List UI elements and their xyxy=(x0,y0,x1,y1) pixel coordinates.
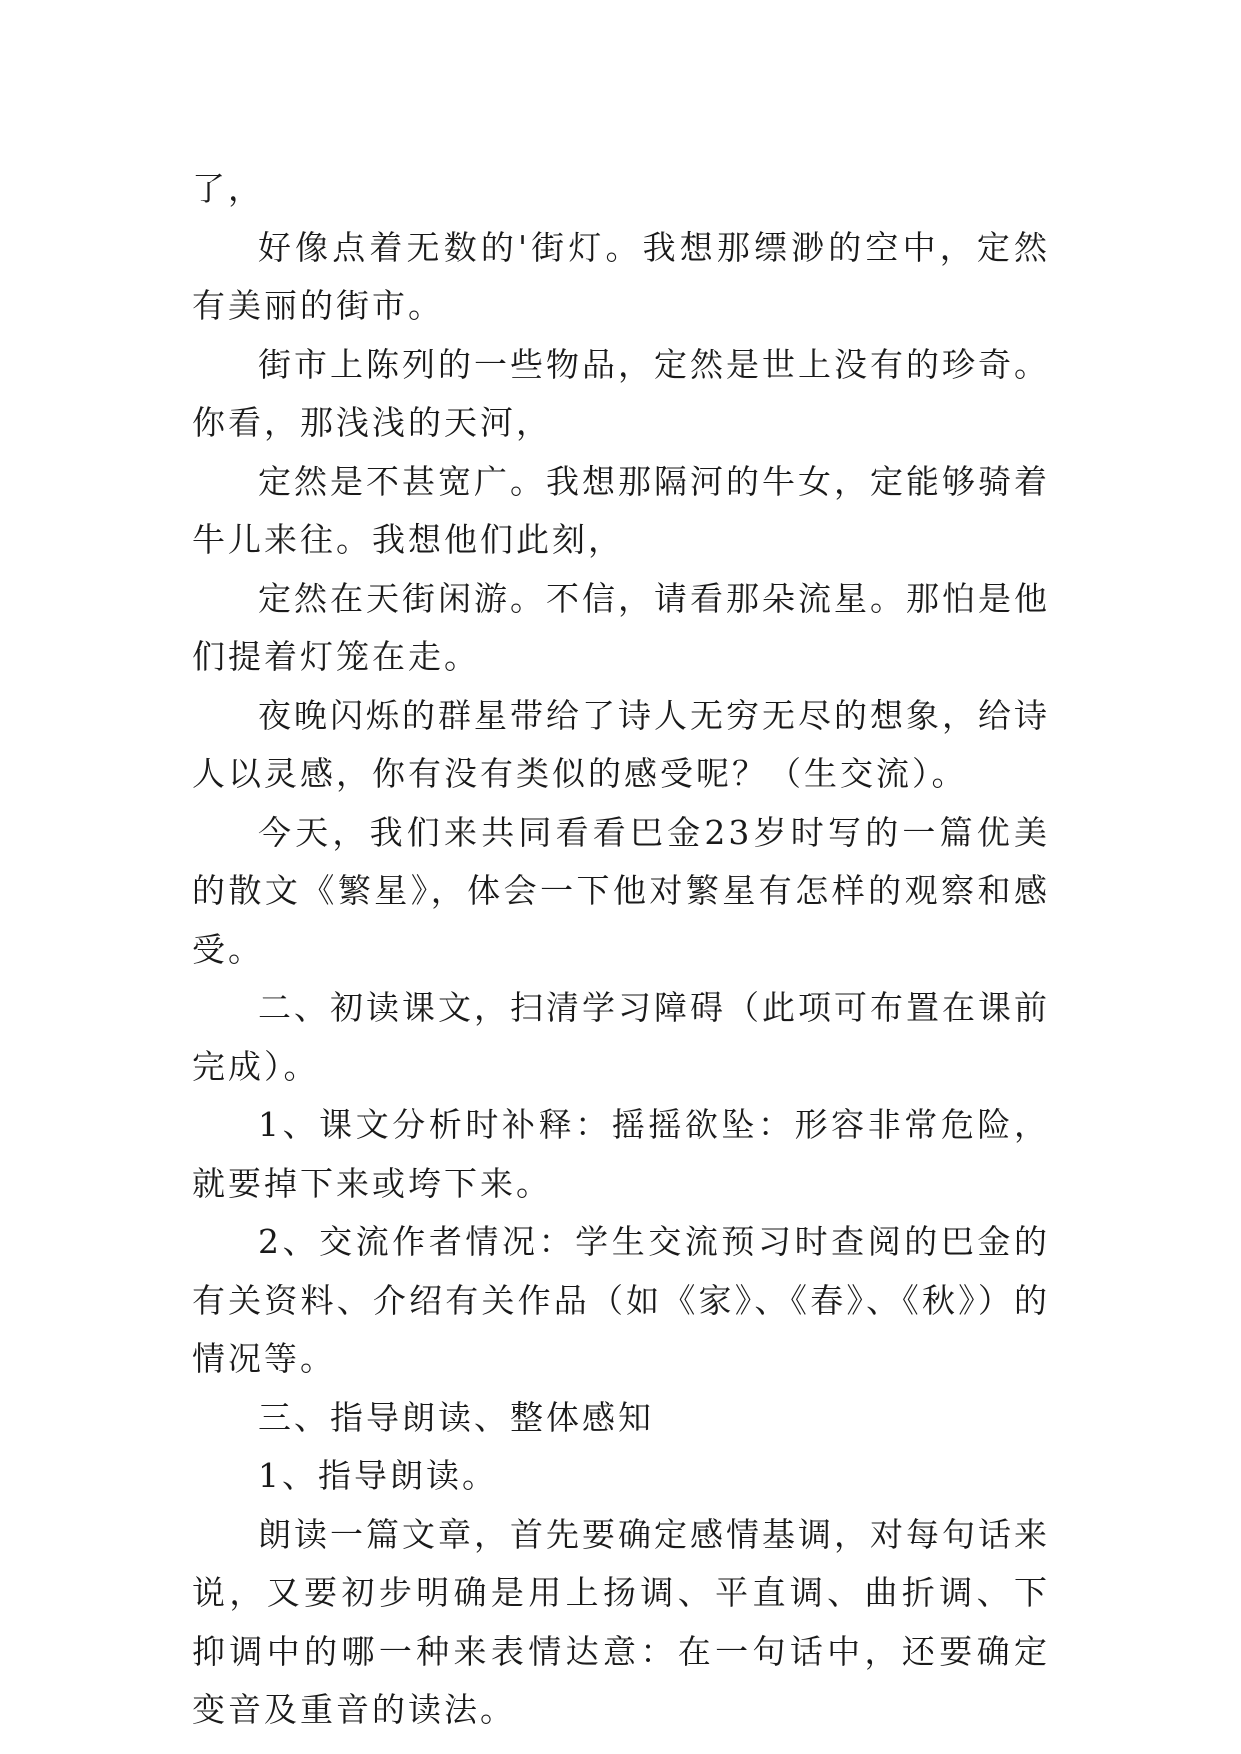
list-item: 1、课文分析时补释：摇摇欲坠：形容非常危险，就要掉下来或垮下来。 xyxy=(192,1105,1050,1203)
paragraph: 定然在天街闲游。不信，请看那朵流星。那怕是他们提着灯笼在走。 xyxy=(192,578,1050,676)
paragraph: 今天，我们来共同看看巴金23岁时写的一篇优美的散文《繁星》，体会一下他对繁星有怎样的观察和感受。 xyxy=(192,812,1050,969)
section-heading: 二、初读课文，扫清学习障碍（此项可布置在课前完成）。 xyxy=(192,988,1050,1086)
paragraph: 街市上陈列的一些物品，定然是世上没有的珍奇。你看，那浅浅的天河， xyxy=(192,344,1050,442)
document-body xyxy=(192,160,1050,1740)
paragraph: 了， xyxy=(192,169,264,208)
paragraph: 夜晚闪烁的群星带给了诗人无穷无尽的想象，给诗人以灵感，你有没有类似的感受呢？（生交流）。 xyxy=(192,695,1050,793)
paragraph: 定然是不甚宽广。我想那隔河的牛女，定能够骑着牛儿来往。我想他们此刻， xyxy=(192,461,1050,559)
paragraph: 朗读一篇文章，首先要确定感情基调，对每句话来说，又要初步明确是用上扬调、平直调、曲折调、下抑调中的哪一种来表情达意：在一句话中，还要确定变音及重音的读法。 xyxy=(192,1514,1050,1729)
list-item: 2、交流作者情况：学生交流预习时查阅的巴金的有关资料、介绍有关作品（如《家》、《春》、《秋》）的情况等。 xyxy=(192,1222,1050,1378)
paragraph: 好像点着无数的'街灯。我想那缥渺的空中，定然有美丽的街市。 xyxy=(192,227,1050,325)
section-heading: 三、指导朗读、整体感知 xyxy=(258,1397,654,1437)
list-item: 1、指导朗读。 xyxy=(258,1456,498,1495)
